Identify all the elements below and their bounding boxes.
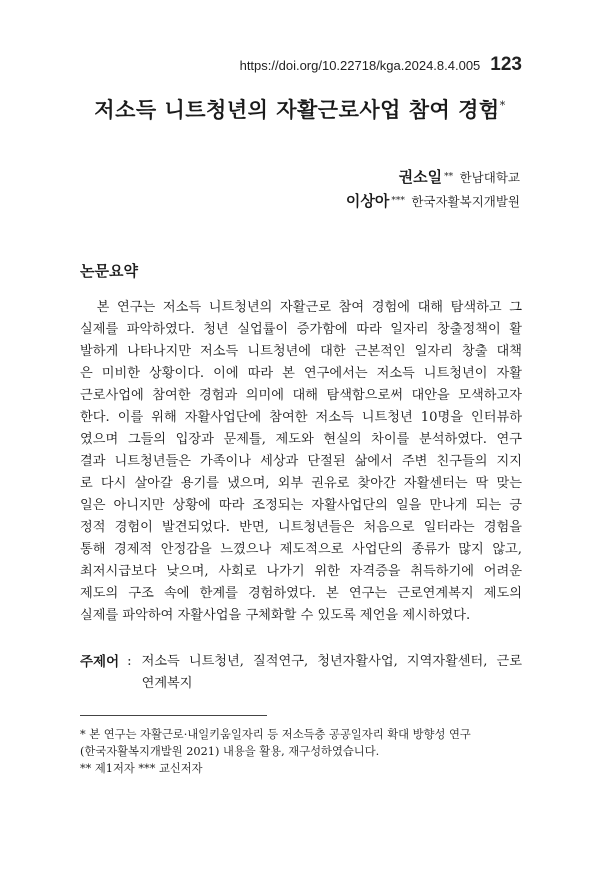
footnotes [80,726,522,777]
keywords-label: 주제어 [80,654,120,670]
author-footnote-mark: ** [444,172,454,182]
abstract-line: 은 미비한 상황이다. 이에 따라 본 연구에서는 저소득 니트청년이 자활 [80,366,522,381]
author-row [346,166,520,190]
footnote-divider [80,715,267,716]
keywords-block [80,651,522,695]
abstract-line: 근로사업에 참여한 경험과 의미에 대해 탐색함으로써 대안을 모색하고자 [80,388,522,403]
title-footnote-mark: * [499,99,506,112]
author-block [346,166,520,214]
abstract-line: 제도의 구조 속에 한계를 경험하였다. 본 연구는 근로연계복지 제도의 [80,586,522,601]
abstract-line: 정적 경험이 발견되었다. 반면, 니트청년들은 처음으로 일터라는 경험을 [80,520,522,535]
paper-title [0,94,600,124]
abstract-line: 최저시급보다 낮으며, 사회로 나가기 위한 자격증을 취득하기에 어려운 [80,564,522,579]
abstract-line: 실제를 파악하여 자활사업을 구체화할 수 있도록 제언을 제시하였다. [80,608,471,623]
keywords-list [142,651,522,695]
author-name: 권소일 [398,168,443,186]
abstract-body [80,297,522,627]
page-number: 123 [490,54,522,75]
keywords-separator: : [127,654,132,669]
abstract-line: 일은 아니지만 상황에 따라 조정되는 자활사업단의 일을 만나게 되는 긍 [80,498,522,513]
abstract-line: 로 다시 살아갈 용기를 냈으며, 외부 권유로 찾아간 자활센터는 딱 맞는 [80,476,522,491]
author-name: 이상아 [345,192,390,210]
footnote-line: (한국자활복지개발원 2021) 내용을 활용, 재구성하였습니다. [80,745,380,758]
paper-title-text: 저소득 니트청년의 자활근로사업 참여 경험 [94,97,500,122]
footnote-line: ** 제1저자 *** 교신저자 [80,762,203,775]
keywords-line: 저소득 니트청년, 질적연구, 청년자활사업, 지역자활센터, 근로 [141,654,522,669]
keywords-line: 연계복지 [141,676,193,691]
abstract-line: 결과 니트청년들은 가족이나 세상과 단절된 삶에서 주변 친구들의 지지 [80,454,522,469]
abstract-line: 통해 경제적 안정감을 느꼈으나 제도적으로 사업단의 종류가 많지 않고, [80,542,522,557]
abstract-heading: 논문요약 [80,262,138,280]
author-footnote-mark: *** [391,196,405,206]
footnote-line: * 본 연구는 자활근로·내일키움일자리 등 저소득층 공공일자리 확대 방향성 연구 [80,728,471,741]
author-row [346,190,520,214]
abstract-line: 본 연구는 저소득 니트청년의 자활근로 참여 경험에 대해 탐색하고 그 [80,300,522,315]
abstract-line: 실제를 파악하였다. 청년 실업률이 증가함에 따라 일자리 창출정책이 활 [80,322,522,337]
page-header [240,54,522,76]
abstract-line: 발하게 나타나지만 저소득 니트청년에 대한 근본적인 일자리 창출 대책 [80,344,522,359]
doi-link[interactable]: https://doi.org/10.22718/kga.2024.8.4.005 [239,58,481,73]
abstract-line: 한다. 이를 위해 자활사업단에 참여한 저소득 니트청년 10명을 인터뷰하 [80,410,522,425]
abstract-line: 였으며 그들의 입장과 문제틀, 제도와 현실의 차이를 분석하였다. 연구 [80,432,522,447]
author-affiliation: 한남대학교 [459,170,520,185]
author-affiliation: 한국자활복지개발원 [411,194,520,209]
